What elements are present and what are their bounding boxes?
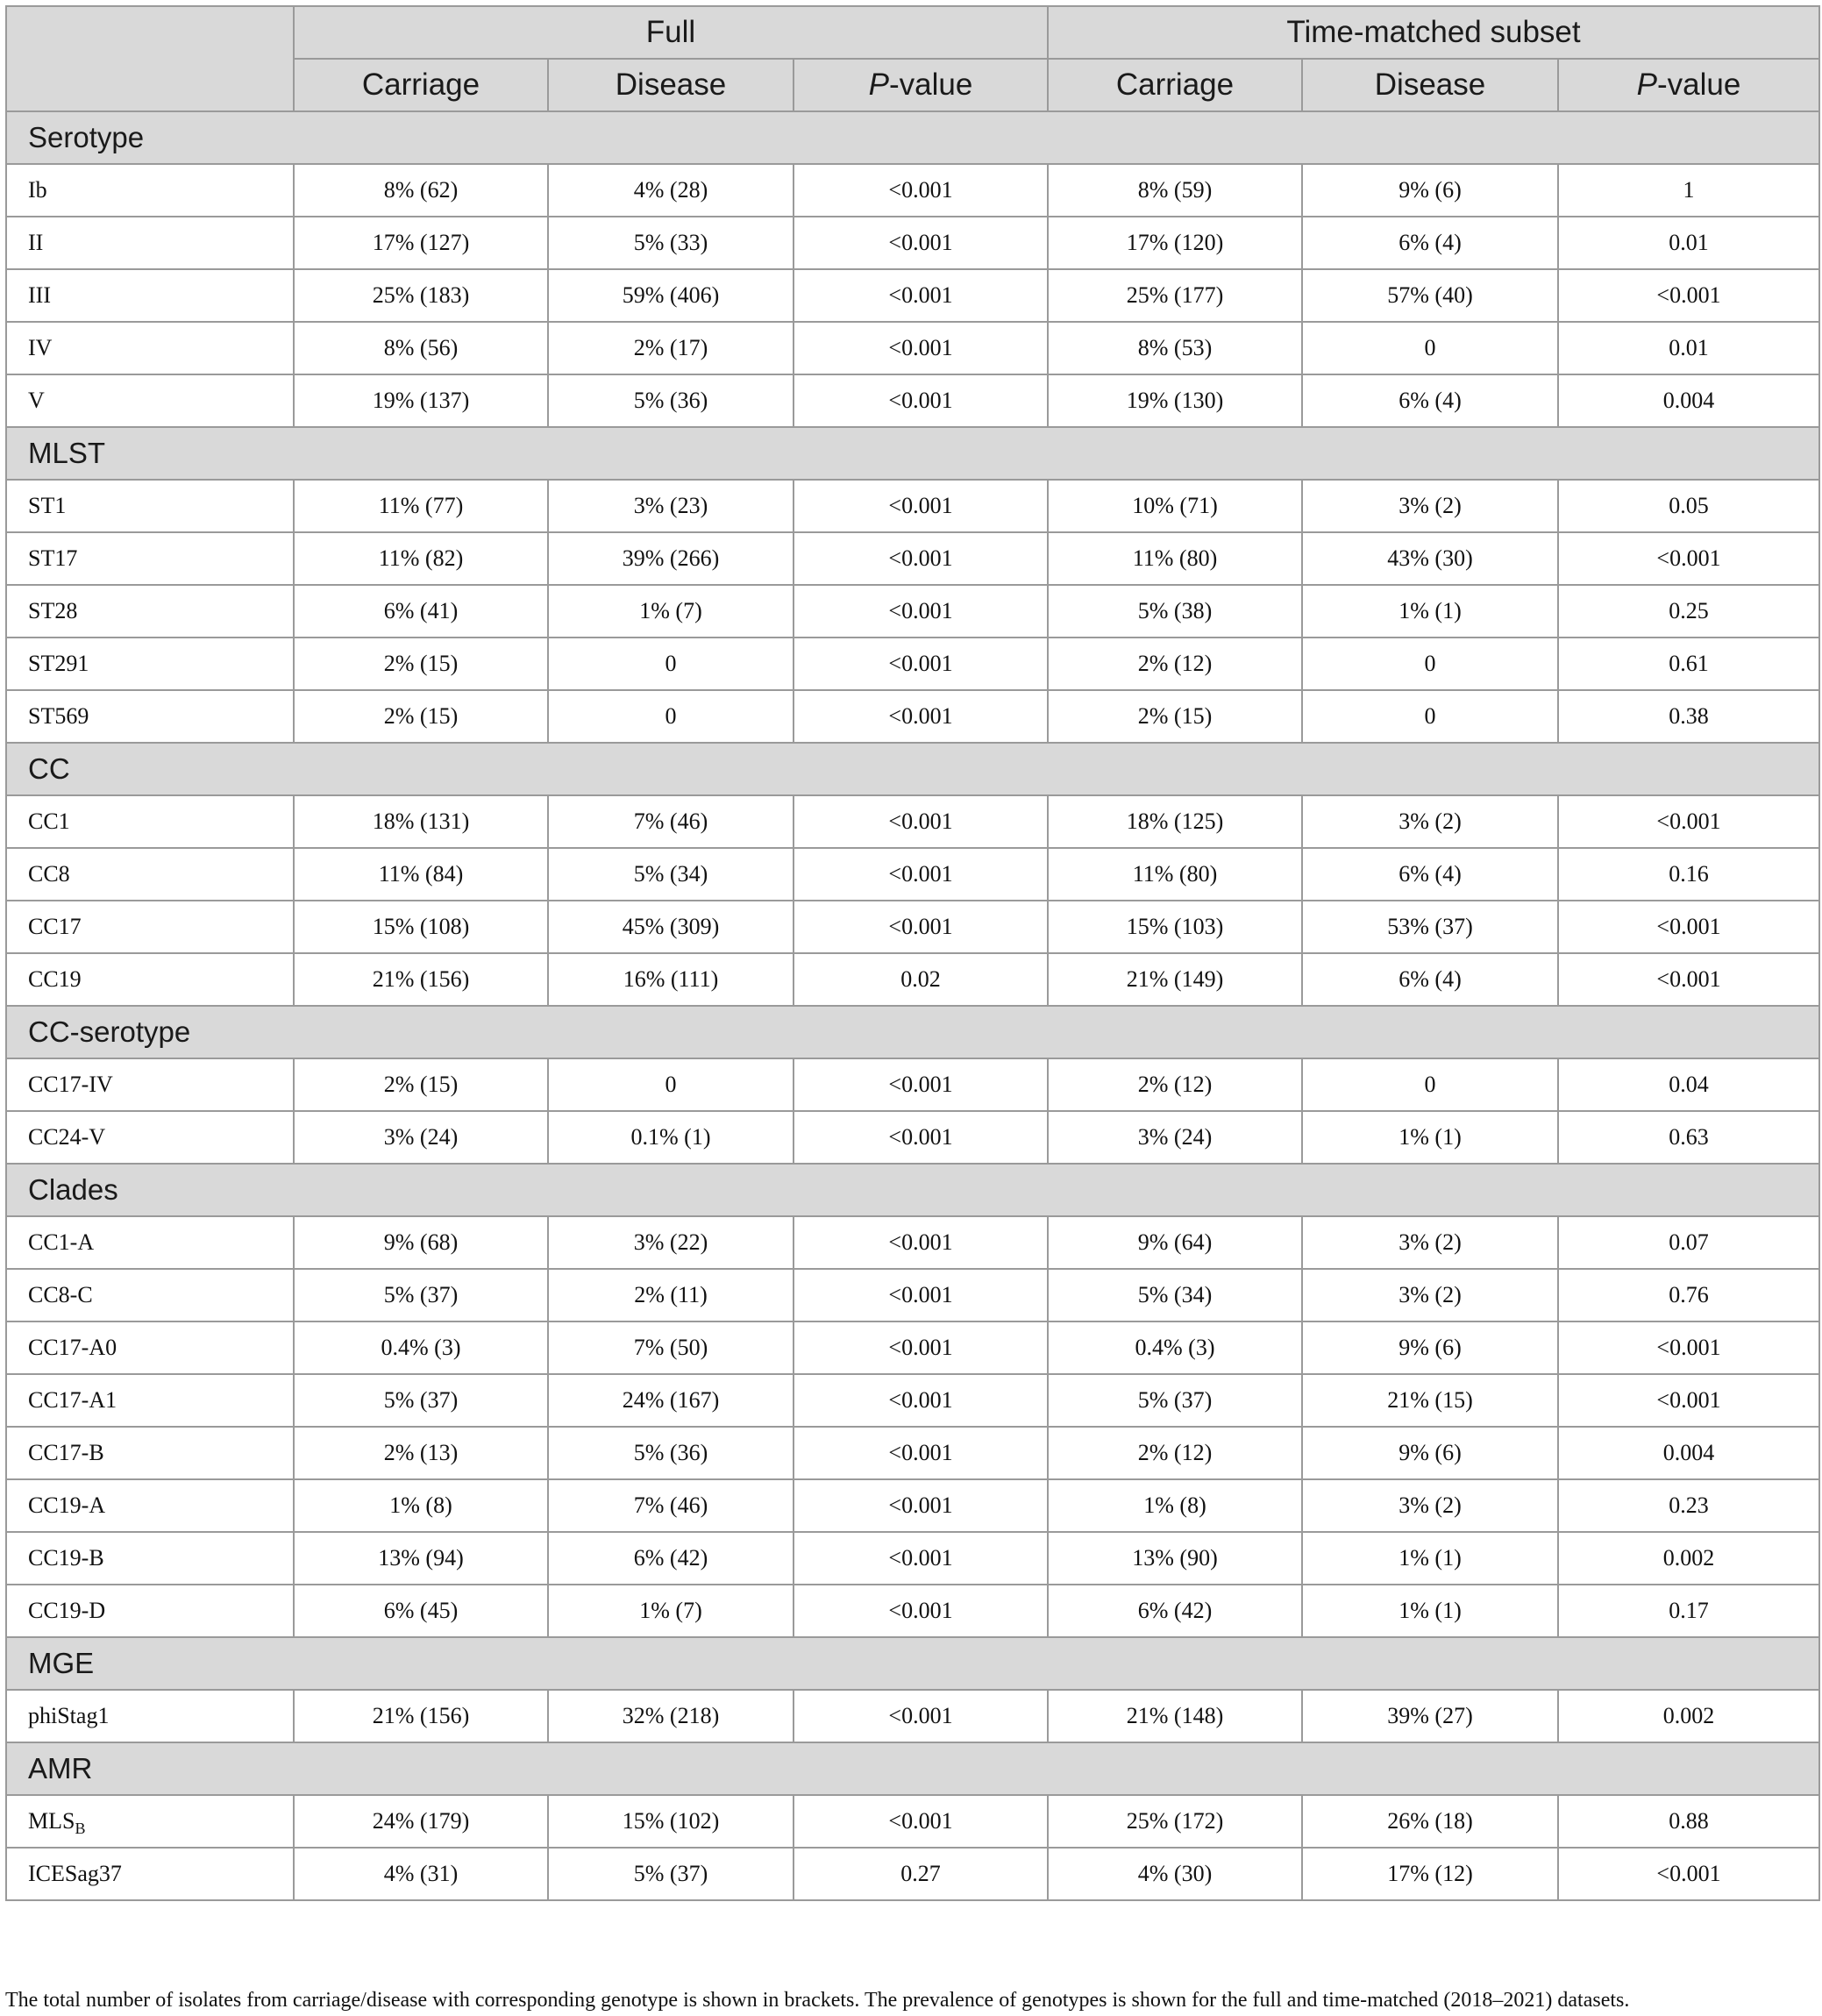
- full-disease-cell: 24% (167): [548, 1374, 794, 1427]
- p-italic: P: [1636, 68, 1658, 102]
- full-disease-cell: 0.1% (1): [548, 1111, 794, 1164]
- time-carriage-cell: 18% (125): [1048, 795, 1302, 848]
- time-disease-cell: 1% (1): [1302, 1585, 1558, 1637]
- time-disease-cell: 3% (2): [1302, 795, 1558, 848]
- table-row: [6, 1532, 1819, 1585]
- time-pvalue-cell: 0.23: [1558, 1479, 1819, 1532]
- full-carriage-cell: 5% (37): [294, 1374, 548, 1427]
- time-disease-cell: 1% (1): [1302, 1532, 1558, 1585]
- row-label-cell: CC8: [6, 848, 294, 901]
- full-disease-cell: 15% (102): [548, 1795, 794, 1848]
- table-body: [6, 111, 1819, 1900]
- full-disease-cell: 1% (7): [548, 585, 794, 638]
- full-disease-cell: 59% (406): [548, 269, 794, 322]
- time-disease-cell: 39% (27): [1302, 1690, 1558, 1742]
- full-pvalue-cell: <0.001: [794, 1795, 1048, 1848]
- table-row: [6, 374, 1819, 427]
- row-label-cell: V: [6, 374, 294, 427]
- table-row: [6, 690, 1819, 743]
- table-row: [6, 848, 1819, 901]
- table-row: [6, 1585, 1819, 1637]
- row-label-cell: CC19-B: [6, 1532, 294, 1585]
- group-header-row: [6, 6, 1819, 59]
- full-pvalue-cell: <0.001: [794, 638, 1048, 690]
- full-carriage-cell: 11% (82): [294, 532, 548, 585]
- table-row: [6, 795, 1819, 848]
- row-label-cell: CC17-B: [6, 1427, 294, 1479]
- row-label-cell: CC17-A1: [6, 1374, 294, 1427]
- row-label-cell: ICESag37: [6, 1848, 294, 1900]
- time-disease-cell: 3% (2): [1302, 480, 1558, 532]
- full-carriage-cell: 21% (156): [294, 953, 548, 1006]
- section-title: CC-serotype: [6, 1006, 1819, 1058]
- time-pvalue-cell: <0.001: [1558, 1374, 1819, 1427]
- label-main: MLS: [28, 1808, 75, 1834]
- full-carriage-cell: 3% (24): [294, 1111, 548, 1164]
- table-row: [6, 1058, 1819, 1111]
- time-pvalue-cell: 0.002: [1558, 1532, 1819, 1585]
- time-pvalue-cell: <0.001: [1558, 901, 1819, 953]
- time-carriage-cell: 4% (30): [1048, 1848, 1302, 1900]
- time-pvalue-cell: 0.002: [1558, 1690, 1819, 1742]
- row-label-cell: CC17: [6, 901, 294, 953]
- time-carriage-cell: 10% (71): [1048, 480, 1302, 532]
- time-pvalue-cell: 0.63: [1558, 1111, 1819, 1164]
- section-title: Clades: [6, 1164, 1819, 1216]
- section-header-row: [6, 1164, 1819, 1216]
- full-pvalue-cell: <0.001: [794, 480, 1048, 532]
- section-title: CC: [6, 743, 1819, 795]
- full-pvalue-cell: <0.001: [794, 374, 1048, 427]
- full-carriage-cell: 2% (13): [294, 1427, 548, 1479]
- full-disease-cell: 2% (17): [548, 322, 794, 374]
- time-disease-cell: 6% (4): [1302, 217, 1558, 269]
- time-pvalue-cell: <0.001: [1558, 269, 1819, 322]
- section-title: AMR: [6, 1742, 1819, 1795]
- full-pvalue-cell: <0.001: [794, 585, 1048, 638]
- time-carriage-cell: 2% (12): [1048, 1058, 1302, 1111]
- full-carriage-cell: 4% (31): [294, 1848, 548, 1900]
- row-label-cell: CC17-IV: [6, 1058, 294, 1111]
- time-pvalue-cell: <0.001: [1558, 1848, 1819, 1900]
- time-pvalue-cell: 0.76: [1558, 1269, 1819, 1321]
- time-pvalue-cell: 0.61: [1558, 638, 1819, 690]
- full-carriage-cell: 1% (8): [294, 1479, 548, 1532]
- time-carriage-cell: 13% (90): [1048, 1532, 1302, 1585]
- time-carriage-cell: 19% (130): [1048, 374, 1302, 427]
- time-disease-cell: 6% (4): [1302, 953, 1558, 1006]
- time-carriage-cell: 15% (103): [1048, 901, 1302, 953]
- full-pvalue-cell: <0.001: [794, 164, 1048, 217]
- full-pvalue-cell: 0.27: [794, 1848, 1048, 1900]
- time-carriage-cell: 11% (80): [1048, 532, 1302, 585]
- section-header-row: [6, 111, 1819, 164]
- time-disease-cell: 26% (18): [1302, 1795, 1558, 1848]
- row-label-cell: ST1: [6, 480, 294, 532]
- table-row: [6, 1427, 1819, 1479]
- time-disease-cell: 21% (15): [1302, 1374, 1558, 1427]
- full-carriage-cell: 25% (183): [294, 269, 548, 322]
- table-row: [6, 638, 1819, 690]
- section-header-row: [6, 1742, 1819, 1795]
- table-row: [6, 1795, 1819, 1848]
- time-carriage-cell: 8% (53): [1048, 322, 1302, 374]
- time-disease-cell: 0: [1302, 322, 1558, 374]
- full-pvalue-cell: <0.001: [794, 848, 1048, 901]
- row-label-cell: ST28: [6, 585, 294, 638]
- time-pvalue-cell: 0.07: [1558, 1216, 1819, 1269]
- time-pvalue-cell: 0.16: [1558, 848, 1819, 901]
- table-row: [6, 532, 1819, 585]
- table-row: [6, 1111, 1819, 1164]
- row-label-cell: phiStag1: [6, 1690, 294, 1742]
- time-pvalue-cell: 0.01: [1558, 322, 1819, 374]
- full-pvalue-cell: <0.001: [794, 690, 1048, 743]
- full-carriage-cell: 19% (137): [294, 374, 548, 427]
- time-pvalue-cell: <0.001: [1558, 532, 1819, 585]
- col-header-time-pvalue: [1558, 59, 1819, 111]
- full-disease-cell: 7% (50): [548, 1321, 794, 1374]
- full-pvalue-cell: <0.001: [794, 1427, 1048, 1479]
- table-row: [6, 1848, 1819, 1900]
- row-label-cell: CC19-A: [6, 1479, 294, 1532]
- full-pvalue-cell: <0.001: [794, 217, 1048, 269]
- row-label-cell: CC17-A0: [6, 1321, 294, 1374]
- col-header-time-disease: Disease: [1302, 59, 1558, 111]
- full-carriage-cell: 6% (41): [294, 585, 548, 638]
- time-carriage-cell: 6% (42): [1048, 1585, 1302, 1637]
- time-carriage-cell: 21% (149): [1048, 953, 1302, 1006]
- time-carriage-cell: 1% (8): [1048, 1479, 1302, 1532]
- table-row: [6, 1321, 1819, 1374]
- row-label-cell: Ib: [6, 164, 294, 217]
- time-carriage-cell: 21% (148): [1048, 1690, 1302, 1742]
- full-disease-cell: 0: [548, 1058, 794, 1111]
- table-row: [6, 1269, 1819, 1321]
- time-carriage-cell: 2% (15): [1048, 690, 1302, 743]
- full-pvalue-cell: <0.001: [794, 1532, 1048, 1585]
- full-disease-cell: 16% (111): [548, 953, 794, 1006]
- full-pvalue-cell: <0.001: [794, 1321, 1048, 1374]
- row-label-cell: CC8-C: [6, 1269, 294, 1321]
- full-disease-cell: 3% (23): [548, 480, 794, 532]
- row-label-cell: II: [6, 217, 294, 269]
- genotype-prevalence-table: [5, 5, 1820, 1901]
- time-pvalue-cell: 0.05: [1558, 480, 1819, 532]
- full-carriage-cell: 18% (131): [294, 795, 548, 848]
- full-carriage-cell: 8% (56): [294, 322, 548, 374]
- section-header-row: [6, 1637, 1819, 1690]
- time-disease-cell: 3% (2): [1302, 1479, 1558, 1532]
- row-label-cell: ST291: [6, 638, 294, 690]
- full-pvalue-cell: <0.001: [794, 1216, 1048, 1269]
- time-disease-cell: 3% (2): [1302, 1216, 1558, 1269]
- full-disease-cell: 5% (34): [548, 848, 794, 901]
- full-pvalue-cell: 0.02: [794, 953, 1048, 1006]
- table-container: [5, 5, 1818, 1901]
- full-pvalue-cell: <0.001: [794, 269, 1048, 322]
- full-disease-cell: 0: [548, 690, 794, 743]
- full-carriage-cell: 11% (84): [294, 848, 548, 901]
- time-pvalue-cell: 0.38: [1558, 690, 1819, 743]
- full-pvalue-cell: <0.001: [794, 322, 1048, 374]
- time-disease-cell: 1% (1): [1302, 1111, 1558, 1164]
- full-carriage-cell: 5% (37): [294, 1269, 548, 1321]
- table-row: [6, 1374, 1819, 1427]
- time-pvalue-cell: 0.88: [1558, 1795, 1819, 1848]
- section-header-row: [6, 1006, 1819, 1058]
- full-disease-cell: 7% (46): [548, 1479, 794, 1532]
- row-label-cell: CC1-A: [6, 1216, 294, 1269]
- full-disease-cell: 3% (22): [548, 1216, 794, 1269]
- time-pvalue-cell: 0.04: [1558, 1058, 1819, 1111]
- full-carriage-cell: 6% (45): [294, 1585, 548, 1637]
- time-disease-cell: 0: [1302, 638, 1558, 690]
- time-carriage-cell: 0.4% (3): [1048, 1321, 1302, 1374]
- full-disease-cell: 5% (36): [548, 1427, 794, 1479]
- full-disease-cell: 0: [548, 638, 794, 690]
- full-disease-cell: 45% (309): [548, 901, 794, 953]
- col-header-full-disease: Disease: [548, 59, 794, 111]
- time-disease-cell: 9% (6): [1302, 1427, 1558, 1479]
- row-label-cell: ST17: [6, 532, 294, 585]
- full-pvalue-cell: <0.001: [794, 1585, 1048, 1637]
- row-label-cell: CC19: [6, 953, 294, 1006]
- full-disease-cell: 39% (266): [548, 532, 794, 585]
- section-header-row: [6, 743, 1819, 795]
- time-pvalue-cell: 0.25: [1558, 585, 1819, 638]
- full-carriage-cell: 2% (15): [294, 638, 548, 690]
- table-row: [6, 1479, 1819, 1532]
- full-disease-cell: 2% (11): [548, 1269, 794, 1321]
- full-carriage-cell: 17% (127): [294, 217, 548, 269]
- table-row: [6, 901, 1819, 953]
- full-disease-cell: 5% (37): [548, 1848, 794, 1900]
- time-carriage-cell: 2% (12): [1048, 1427, 1302, 1479]
- row-label-cell: III: [6, 269, 294, 322]
- full-pvalue-cell: <0.001: [794, 532, 1048, 585]
- table-row: [6, 953, 1819, 1006]
- group-header-full: Full: [294, 6, 1048, 59]
- full-carriage-cell: 9% (68): [294, 1216, 548, 1269]
- time-disease-cell: 6% (4): [1302, 848, 1558, 901]
- full-pvalue-cell: <0.001: [794, 1269, 1048, 1321]
- table-row: [6, 269, 1819, 322]
- full-carriage-cell: 21% (156): [294, 1690, 548, 1742]
- row-label-cell: CC24-V: [6, 1111, 294, 1164]
- full-disease-cell: 5% (33): [548, 217, 794, 269]
- full-disease-cell: 5% (36): [548, 374, 794, 427]
- time-disease-cell: 53% (37): [1302, 901, 1558, 953]
- full-disease-cell: 32% (218): [548, 1690, 794, 1742]
- time-carriage-cell: 25% (172): [1048, 1795, 1302, 1848]
- time-disease-cell: 9% (6): [1302, 164, 1558, 217]
- time-carriage-cell: 5% (37): [1048, 1374, 1302, 1427]
- time-carriage-cell: 2% (12): [1048, 638, 1302, 690]
- full-carriage-cell: 13% (94): [294, 1532, 548, 1585]
- section-title: MGE: [6, 1637, 1819, 1690]
- time-pvalue-cell: 0.17: [1558, 1585, 1819, 1637]
- full-pvalue-cell: <0.001: [794, 901, 1048, 953]
- time-pvalue-cell: 1: [1558, 164, 1819, 217]
- table-row: [6, 164, 1819, 217]
- full-carriage-cell: 2% (15): [294, 1058, 548, 1111]
- time-disease-cell: 0: [1302, 1058, 1558, 1111]
- full-disease-cell: 1% (7): [548, 1585, 794, 1637]
- row-label-cell: ST569: [6, 690, 294, 743]
- time-carriage-cell: 8% (59): [1048, 164, 1302, 217]
- full-carriage-cell: 24% (179): [294, 1795, 548, 1848]
- p-suffix: -value: [1657, 68, 1741, 102]
- section-title: MLST: [6, 427, 1819, 480]
- col-header-full-carriage: Carriage: [294, 59, 548, 111]
- time-carriage-cell: 11% (80): [1048, 848, 1302, 901]
- full-carriage-cell: 0.4% (3): [294, 1321, 548, 1374]
- time-pvalue-cell: <0.001: [1558, 795, 1819, 848]
- full-pvalue-cell: <0.001: [794, 1479, 1048, 1532]
- time-pvalue-cell: <0.001: [1558, 953, 1819, 1006]
- row-label-cell: [6, 1795, 294, 1848]
- section-header-row: [6, 427, 1819, 480]
- row-label-cell: IV: [6, 322, 294, 374]
- full-pvalue-cell: <0.001: [794, 795, 1048, 848]
- table-row: [6, 480, 1819, 532]
- full-disease-cell: 4% (28): [548, 164, 794, 217]
- row-label-cell: CC19-D: [6, 1585, 294, 1637]
- time-carriage-cell: 5% (34): [1048, 1269, 1302, 1321]
- full-pvalue-cell: <0.001: [794, 1690, 1048, 1742]
- col-header-full-pvalue: [794, 59, 1048, 111]
- table-row: [6, 1216, 1819, 1269]
- table-header: [6, 6, 1819, 111]
- full-pvalue-cell: <0.001: [794, 1374, 1048, 1427]
- time-pvalue-cell: <0.001: [1558, 1321, 1819, 1374]
- p-suffix: -value: [889, 68, 973, 102]
- full-carriage-cell: 8% (62): [294, 164, 548, 217]
- full-carriage-cell: 2% (15): [294, 690, 548, 743]
- time-carriage-cell: 5% (38): [1048, 585, 1302, 638]
- time-carriage-cell: 9% (64): [1048, 1216, 1302, 1269]
- table-footnote: The total number of isolates from carriage/disease with corresponding genotype is shown in brackets. The prevalence of genotypes is shown for the full and time-matched (2018–2021) datasets.: [5, 1989, 1630, 2012]
- time-disease-cell: 6% (4): [1302, 374, 1558, 427]
- full-pvalue-cell: <0.001: [794, 1111, 1048, 1164]
- table-row: [6, 585, 1819, 638]
- corner-cell: [6, 6, 294, 111]
- full-pvalue-cell: <0.001: [794, 1058, 1048, 1111]
- time-disease-cell: 57% (40): [1302, 269, 1558, 322]
- full-disease-cell: 7% (46): [548, 795, 794, 848]
- time-disease-cell: 43% (30): [1302, 532, 1558, 585]
- time-disease-cell: 1% (1): [1302, 585, 1558, 638]
- time-pvalue-cell: 0.004: [1558, 1427, 1819, 1479]
- table-row: [6, 1690, 1819, 1742]
- label-subscript: B: [75, 1820, 86, 1837]
- time-disease-cell: 9% (6): [1302, 1321, 1558, 1374]
- full-carriage-cell: 15% (108): [294, 901, 548, 953]
- time-disease-cell: 0: [1302, 690, 1558, 743]
- full-disease-cell: 6% (42): [548, 1532, 794, 1585]
- time-disease-cell: 3% (2): [1302, 1269, 1558, 1321]
- full-carriage-cell: 11% (77): [294, 480, 548, 532]
- table-row: [6, 322, 1819, 374]
- p-italic: P: [868, 68, 890, 102]
- time-carriage-cell: 25% (177): [1048, 269, 1302, 322]
- time-carriage-cell: 17% (120): [1048, 217, 1302, 269]
- time-pvalue-cell: 0.004: [1558, 374, 1819, 427]
- time-carriage-cell: 3% (24): [1048, 1111, 1302, 1164]
- time-pvalue-cell: 0.01: [1558, 217, 1819, 269]
- col-header-time-carriage: Carriage: [1048, 59, 1302, 111]
- row-label-cell: CC1: [6, 795, 294, 848]
- group-header-time-matched: Time-matched subset: [1048, 6, 1819, 59]
- time-disease-cell: 17% (12): [1302, 1848, 1558, 1900]
- section-title: Serotype: [6, 111, 1819, 164]
- table-row: [6, 217, 1819, 269]
